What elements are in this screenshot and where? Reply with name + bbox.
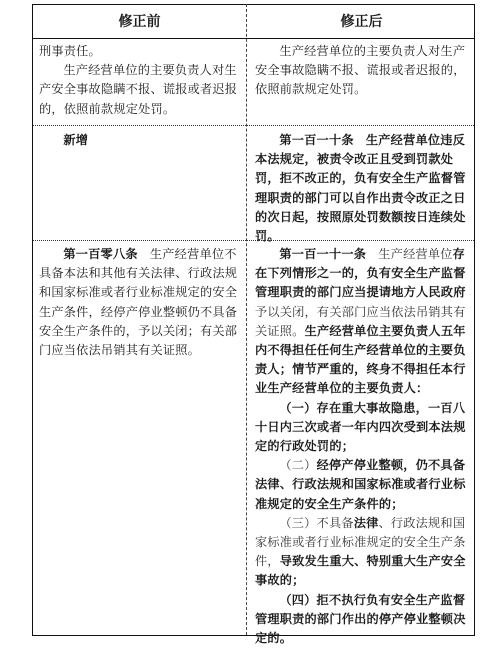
row3-before-p1 — [39, 245, 243, 360]
row2-after-cell — [255, 131, 471, 246]
item-3-middle: 、行政法规和国家标准或者行业标准规定的安全生产条件， — [255, 515, 466, 569]
article-110-title: 第一百一十条 — [279, 133, 354, 147]
article-108-title: 第一百零八条 — [63, 247, 138, 261]
article-111-item-4: （四）拒不执行负有安全生产监督管理职责的部门作出的停产停业整顿决定的。 — [255, 592, 466, 646]
article-111-item-3 — [255, 514, 471, 591]
article-111-item-2 — [255, 456, 471, 514]
column-divider — [246, 4, 247, 635]
article-110-text: 生产经营单位违反本法规定，被责令改正且受到罚款处罚，拒不改正的，负有安全生产监督管理职责的部门可以自作出责令改正之日的次日起，按照原处罚数额按日连续处罚。 — [255, 133, 466, 244]
row3-after-cell — [255, 245, 471, 648]
article-111-title: 第一百一十一条 — [279, 247, 367, 261]
item-2-text: 经停产停业整顿，仍不具备法律、行政法规和国家标准或者行业标准规定的安全生产条件的； — [255, 458, 466, 511]
item-3-prefix: （三）不具备 — [279, 515, 354, 530]
item-3-end: 导致发生重大、特别重大生产安全事故的； — [255, 554, 466, 588]
row3-after-p1 — [255, 245, 471, 399]
header-after: 修正后 — [340, 14, 383, 30]
item-3-law: 法律 — [353, 515, 379, 530]
row2-after-p1 — [255, 131, 471, 246]
comparison-table — [32, 4, 475, 646]
row3-before-cell — [39, 245, 243, 360]
row1-after-cell — [255, 42, 471, 100]
row-divider-1 — [33, 125, 474, 126]
article-108-text: 生产经营单位不具备本法和其他有关法律、行政法规和国家标准或者行业标准规定的安全生产条件，经停产停业整顿仍不具备安全生产条件的，予以关闭；有关部门应当依法吊销其有关证照。 — [39, 247, 238, 358]
article-111-text-d: 生产经营单位主要负责人五年内不得担任任何生产经营单位的主要负责人；情节严重的，终身不得担任本行业生产经营单位的主要负责人： — [255, 323, 466, 396]
row2-before-cell — [39, 131, 243, 150]
row2-before-new: 新增 — [63, 133, 89, 147]
article-111-text-a: 生产经营单位 — [378, 247, 453, 261]
item-2-prefix: （二） — [279, 458, 317, 473]
article-111-item-1: （一）存在重大事故隐患，一百八十日内三次或者一年内四次受到本法规定的行政处罚的； — [255, 400, 466, 454]
header-before: 修正前 — [118, 14, 161, 30]
row1-after-p1: 生产经营单位的主要负责人对生产安全事故隐瞒不报、谎报或者迟报的，依照前款规定处罚。 — [255, 44, 466, 97]
article-111-text-c: 予以关闭，有关部门应当依法吊销其有关证照。 — [255, 304, 466, 338]
header-divider — [33, 38, 474, 39]
article-111-text-b: 存在下列情形之一的，负有安全生产监督管理职责的部门应当提请地方人民政府 — [255, 247, 466, 300]
row1-before-p2: 生产经营单位的主要负责人对生产安全事故隐瞒不报、谎报或者迟报的，依照前款规定处罚。 — [39, 63, 238, 116]
row1-before-cell — [39, 42, 243, 119]
row1-before-p1: 刑事责任。 — [39, 44, 101, 58]
